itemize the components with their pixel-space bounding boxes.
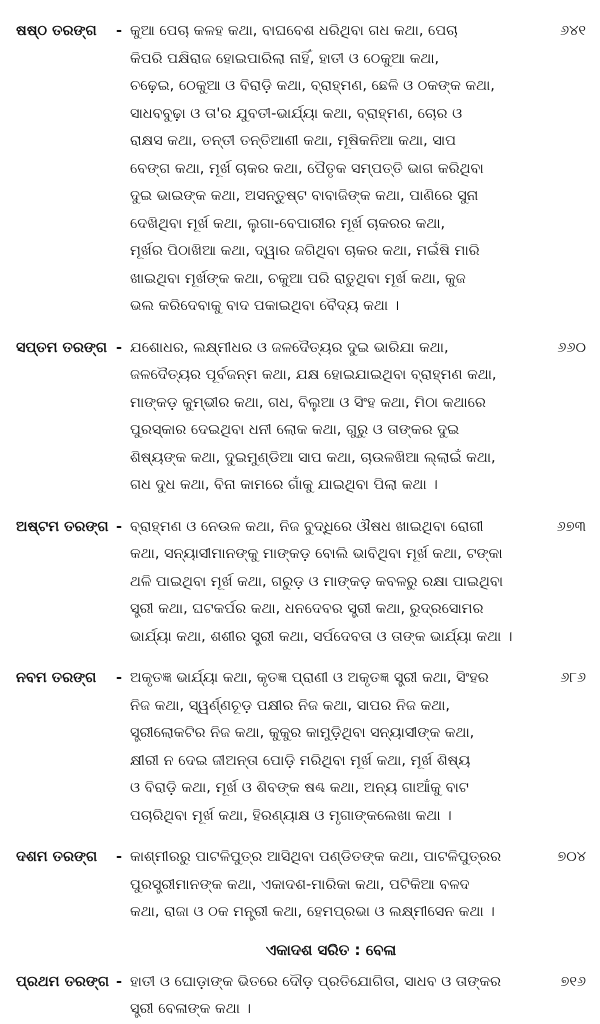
entry-line: କିପରି ପକ୍ଷିରାଜ ହୋଇପାରିଲା ନାହିଁ, ହାତୀ ଓ ଠେକୁଆ କଥା, xyxy=(130,50,440,67)
contents-entry xyxy=(16,969,586,1024)
entry-description xyxy=(130,514,538,652)
entry-page-number: ୭୧୬ xyxy=(560,973,586,990)
entry-line: କାଶ୍ମୀରରୁ ପାଟଳିପୁତ୍ର ଆସିଥିବା ପଣ୍ଡିତଙ୍କ କଥା, ପାଟଳିପୁତ୍ରର xyxy=(130,849,502,865)
entry-line: ହାତୀ ଓ ଘୋଡ଼ାଙ୍କ ଭିତରେ ଦୌଡ଼ ପ୍ରତିଯୋଗିତା, ସାଧବ ଓ ତାଙ୍କର xyxy=(130,973,502,990)
entry-line: ଅକୃତଜ୍ଞ ଭାର୍ଯ୍ୟା କଥା, କୃତଜ୍ଞ ପ୍ରାଣୀ ଓ ଅକୃତଜ୍ଞ ସ୍ତ୍ରୀ କଥା, ସିଂହର xyxy=(130,670,489,686)
entry-line: ସ୍ତ୍ରୀ ବେଳାଙ୍କ କଥା । xyxy=(130,1001,252,1017)
entry-line: ସ୍ତ୍ରୀ କଥା, ଘଟକର୍ପର କଥା, ଧନଦେବର ସ୍ତ୍ରୀ କଥା, ରୁଦ୍ରସୋମର xyxy=(130,601,484,617)
entry-dash: - xyxy=(115,670,123,686)
entry-description xyxy=(130,969,538,1024)
entry-line: କଥା, ରାଜା ଓ ଠକ ମନ୍ତ୍ରୀ କଥା, ହେମପ୍ରଭା ଓ ଲକ୍ଷ୍ମୀସେନ କଥା । xyxy=(130,904,495,920)
entry-dash: - xyxy=(115,973,123,990)
entry-title: ଅଷ୍ଟମ ତରଙ୍ଗ xyxy=(16,518,109,535)
entry-line: କ୍ଷୀରୀ ନ ଦେଇ ଜୀଅନ୍ତା ପୋଡ଼ି ମରିଥିବା ମୂର୍ଖ କଥା, ମୂର୍ଖ ଶିଷ୍ୟ xyxy=(130,752,471,769)
entry-line: ଥଳି ପାଇଥିବା ମୂର୍ଖ କଥା, ଗରୁଡ଼ ଓ ମାଙ୍କଡ଼ କବଳରୁ ରକ୍ଷା ପାଇଥିବା xyxy=(130,573,504,590)
entry-line: ଭଲ କରିଦେବାକୁ ବାଦ ପକାଇଥିବା ବୈଦ୍ୟ କଥା । xyxy=(130,298,400,314)
entry-page-number: ୬୭୩ xyxy=(556,518,586,535)
entry-title: ପ୍ରଥମ ତରଙ୍ଗ xyxy=(16,973,110,990)
entry-line: ଦୁଇ ଭାଇଙ୍କ କଥା, ଅସନ୍ତୁଷ୍ଟ ବାବାଜିଙ୍କ କଥା, ପାଣିରେ ସୁନା xyxy=(130,188,479,204)
entry-line: ପୁରସ୍ତ୍ରୀମାନଙ୍କ କଥା, ଏକାଦଶ-ମାରିକା କଥା, ପଟିକିଆ ବଳଦ xyxy=(130,876,470,893)
entry-line: ଚଢ଼େଇ, ଠେକୁଆ ଓ ବିରାଡ଼ି କଥା, ବ୍ରାହ୍ମଣ, ଛେଳି ଓ ଠକଙ୍କ କଥା, xyxy=(130,78,495,94)
entry-line: ସାଧବବୁଢ଼ା ଓ ତା'ର ଯୁବତୀ-ଭାର୍ଯ୍ୟା କଥା, ବ୍ରାହ୍ମଣ, ଚୋର ଓ xyxy=(130,105,463,122)
entry-description xyxy=(130,335,538,500)
contents-entry xyxy=(16,844,586,927)
entry-description xyxy=(130,665,538,830)
contents-entry xyxy=(16,335,586,500)
entry-line: ରାକ୍ଷସ କଥା, ତନ୍ତୀ ତନ୍ତିଆଣୀ କଥା, ମୂଷିକନିଆ କଥା, ସାପ xyxy=(130,133,456,149)
entry-line: ଗଧ ଦୁଧ କଥା, ବିନା କାମରେ ଗାଁକୁ ଯାଇଥିବା ପିଲା କଥା । xyxy=(130,477,438,493)
entry-line: କୁଆ ପେଚା କଳହ କଥା, ବାଘବେଶ ଧରିଥିବା ଗଧ କଥା, ପେଚା xyxy=(130,23,458,39)
entry-description xyxy=(130,18,538,321)
contents-entry xyxy=(16,18,586,321)
entry-line: ଭାର୍ଯ୍ୟା କଥା, ଶଶୀର ସ୍ତ୍ରୀ କଥା, ସର୍ପଦେବତା ଓ ତାଙ୍କ ଭାର୍ଯ୍ୟା କଥା । xyxy=(130,628,513,645)
entry-title: ଷଷ୍ଠ ତରଙ୍ଗ xyxy=(16,23,97,39)
contents-list xyxy=(16,18,586,927)
entry-page-number: ୬୬୦ xyxy=(557,339,586,356)
entry-line: ଓ ବିରାଡ଼ି କଥା, ମୂର୍ଖ ଓ ଶିବଙ୍କ ଷଣ୍ଢ କଥା, ଅନ୍ୟ ଗାଆଁକୁ ବାଟ xyxy=(130,780,469,796)
entry-line: ମୂର୍ଖର ପିଠାଖିଆ କଥା, ଦ୍ୱାର ଜଗିଥିବା ଚାକର କଥା, ମଇଁଷି ମାରି xyxy=(130,243,480,259)
entry-line: ଶିଷ୍ୟଙ୍କ କଥା, ଦୁଇମୁଣ୍ଡିଆ ସାପ କଥା, ଚାଉଳଖିଆ ଲ୍ଲାଇଁ କଥା, xyxy=(130,449,496,466)
contents-entry xyxy=(16,665,586,830)
entry-line: ପୁରସ୍କାର ଦେଇଥିବା ଧନୀ ଲୋକ କଥା, ଗୁରୁ ଓ ତାଙ୍କର ଦୁଇ xyxy=(130,422,460,438)
entry-description xyxy=(130,844,538,927)
entry-dash: - xyxy=(115,849,123,865)
contents-entry xyxy=(16,514,586,652)
section-heading: ଏକାଦଶ ସରିତ : ବେଳା xyxy=(265,940,397,959)
entry-line: ସ୍ତ୍ରୀଲୋକଟିର ନିଜ କଥା, କୁକୁର କାମୁଡ଼ିଥିବା ସନ୍ୟାସୀଙ୍କ କଥା, xyxy=(130,725,475,741)
entry-line: ଯଶୋଧର, ଲକ୍ଷ୍ମୀଧର ଓ ଜଳଦୈତ୍ୟର ଦୁଇ ଭାରିଯା କଥା, xyxy=(130,339,449,356)
entry-page-number: ୬୪୧ xyxy=(560,23,586,39)
entry-line: କଥା, ସନ୍ୟାସୀମାନଙ୍କୁ ମାଙ୍କଡ଼ ବୋଲି ଭାବିଥିବା ମୂର୍ଖ କଥା, ଟଙ୍କା xyxy=(130,546,503,562)
entry-line: ବ୍ରାହ୍ମଣ ଓ ନେଉଳ କଥା, ନିଜ ବୁଦ୍ଧିରେ ଔଷଧ ଖାଇଥିବା ରୋଗୀ xyxy=(130,518,484,535)
entry-line: ପଚାରିଥିବା ମୂର୍ଖ କଥା, ହିରଣ୍ୟାକ୍ଷ ଓ ମୃଗାଙ୍କଲେଖା କଥା । xyxy=(130,807,452,824)
contents-list-continued xyxy=(16,969,586,1024)
entry-title: ନବମ ତରଙ୍ଗ xyxy=(16,670,97,686)
entry-title: ସପ୍ତମ ତରଙ୍ଗ xyxy=(16,339,108,356)
entry-dash: - xyxy=(115,23,123,39)
entry-line: ନିଜ କଥା, ସ୍ୱର୍ଣ୍ଣଚୂଡ଼ ପକ୍ଷୀର ନିଜ କଥା, ସାପର ନିଜ କଥା, xyxy=(130,697,451,714)
entry-dash: - xyxy=(115,339,123,356)
entry-line: ଦେଖିଥିବା ମୂର୍ଖ କଥା, ଲୁଗା-ବେପାରୀର ମୂର୍ଖ ଚାକରର କଥା, xyxy=(130,215,446,232)
entry-line: ଖାଇଥିବା ମୂର୍ଖଙ୍କ କଥା, ଚକୁଆ ପରି ରାତୁଥିବା ମୂର୍ଖ କଥା, କୁଜ xyxy=(130,270,466,287)
entry-title: ଦଶମ ତରଙ୍ଗ xyxy=(16,849,98,865)
entry-dash: - xyxy=(115,518,123,535)
entry-line: ଜଳଦୈତ୍ୟର ପୂର୍ବଜନ୍ମ କଥା, ଯକ୍ଷ ହୋଇଯାଇଥିବା ବ୍ରାହ୍ମଣ କଥା, xyxy=(130,367,497,383)
entry-page-number: ୭୦୪ xyxy=(557,849,586,865)
entry-line: ବେଙ୍ଗ କଥା, ମୂର୍ଖ ଚାକର କଥା, ପୈତୃକ ସମ୍ପତ୍ତି ଭାଗ କରିଥିବା xyxy=(130,160,484,177)
entry-page-number: ୬୮୬ xyxy=(560,670,586,686)
entry-line: ମାଙ୍କଡ଼ କୁମ୍ଭୀର କଥା, ଗଧ, ବିଲୁଆ ଓ ସିଂହ କଥା, ମିଠା କଥାରେ xyxy=(130,394,486,411)
